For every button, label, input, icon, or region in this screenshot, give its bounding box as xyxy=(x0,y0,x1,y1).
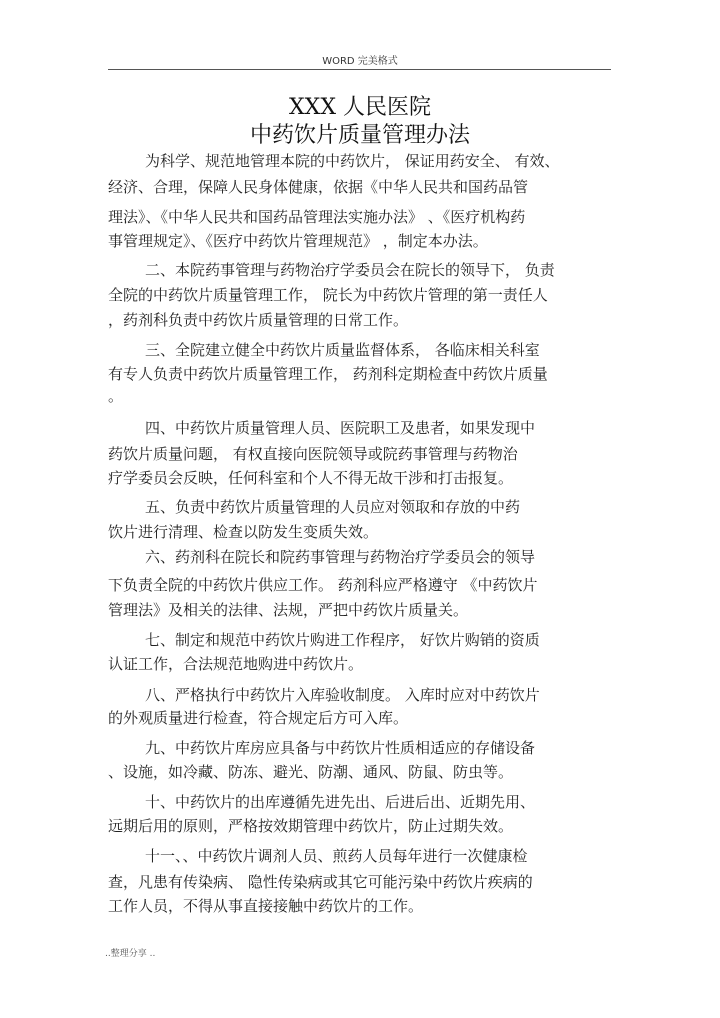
body-line: 三、全院建立健全中药饮片质量监督体系， 各临床相关科室 xyxy=(145,341,540,359)
body-line: 理法》、《中华人民共和国药品管理法实施办法》 、《医疗机构药 xyxy=(108,208,526,226)
header-divider xyxy=(108,69,611,70)
body-line: 六、药剂科在院长和院药事管理与药物治疗学委员会的领导 xyxy=(145,548,536,566)
body-line: 的外观质量进行检查，符合规定后方可入库。 xyxy=(108,709,409,727)
body-line: 二、本院药事管理与药物治疗学委员会在院长的领导下， 负责 xyxy=(145,261,555,279)
body-line: 有专人负责中药饮片质量管理工作， 药剂科定期检查中药饮片质量 xyxy=(108,365,548,383)
body-line: 五、负责中药饮片质量管理的人员应对领取和存放的中药 xyxy=(145,498,521,516)
body-line: 疗学委员会反映，任何科室和个人不得无故干涉和打击报复。 xyxy=(108,469,514,487)
body-line: 、设施，如冷藏、防冻、避光、防潮、通风、防鼠、防虫等。 xyxy=(108,763,514,781)
body-line: 经济、合理，保障人民身体健康，依据《中华人民共和国药品管 xyxy=(108,178,529,196)
document-title-line1: XXX 人民医院 xyxy=(289,95,431,120)
body-line: 饮片进行清理、检查以防发生变质失效。 xyxy=(108,523,379,541)
body-line: 十一、、中药饮片调剂人员、煎药人员每年进行一次健康检 xyxy=(145,847,528,865)
page-header-label: WORD 完美格式 xyxy=(322,56,398,67)
body-line: 工作人员，不得从事直接接触中药饮片的工作。 xyxy=(108,897,424,915)
body-line: 药饮片质量问题， 有权直接向医院领导或院药事管理与药物治 xyxy=(108,445,518,463)
body-line: 查，凡患有传染病、 隐性传染病或其它可能污染中药饮片疾病的 xyxy=(108,873,533,891)
body-line: 四、中药饮片质量管理人员、医院职工及患者，如果发现中 xyxy=(145,419,536,437)
body-line: 七、制定和规范中药饮片购进工作程序， 好饮片购销的资质 xyxy=(145,631,540,649)
body-line: 九、中药饮片库房应具备与中药饮片性质相适应的存储设备 xyxy=(145,739,536,757)
body-line: 。 xyxy=(108,387,124,405)
body-line: 下负责全院的中药饮片供应工作。 药剂科应严格遵守 《中药饮片 xyxy=(108,576,538,594)
page-footer-label: ..整理分享 .. xyxy=(105,949,156,959)
body-line: 十、中药饮片的出库遵循先进先出、后进后出、近期先用、 xyxy=(145,793,536,811)
document-title-line2: 中药饮片质量管理办法 xyxy=(249,123,470,148)
body-line: 认证工作，合法规范地购进中药饮片。 xyxy=(108,655,364,673)
body-line: 全院的中药饮片质量管理工作， 院长为中药饮片管理的第一责任人 xyxy=(108,286,548,304)
body-line: 为科学、规范地管理本院的中药饮片， 保证用药安全、 有效、 xyxy=(145,152,560,170)
body-line: 管理法》及相关的法律、法规，严把中药饮片质量关。 xyxy=(108,601,469,619)
body-line: 八、严格执行中药饮片入库验收制度。 入库时应对中药饮片 xyxy=(145,686,540,704)
body-line: 远期后用的原则，严格按效期管理中药饮片，防止过期失效。 xyxy=(108,817,514,835)
body-line: 事管理规定》、《医疗中药饮片管理规范》 ，制定本办法。 xyxy=(108,232,488,250)
body-line: ，药剂科负责中药饮片质量管理的日常工作。 xyxy=(108,311,409,329)
